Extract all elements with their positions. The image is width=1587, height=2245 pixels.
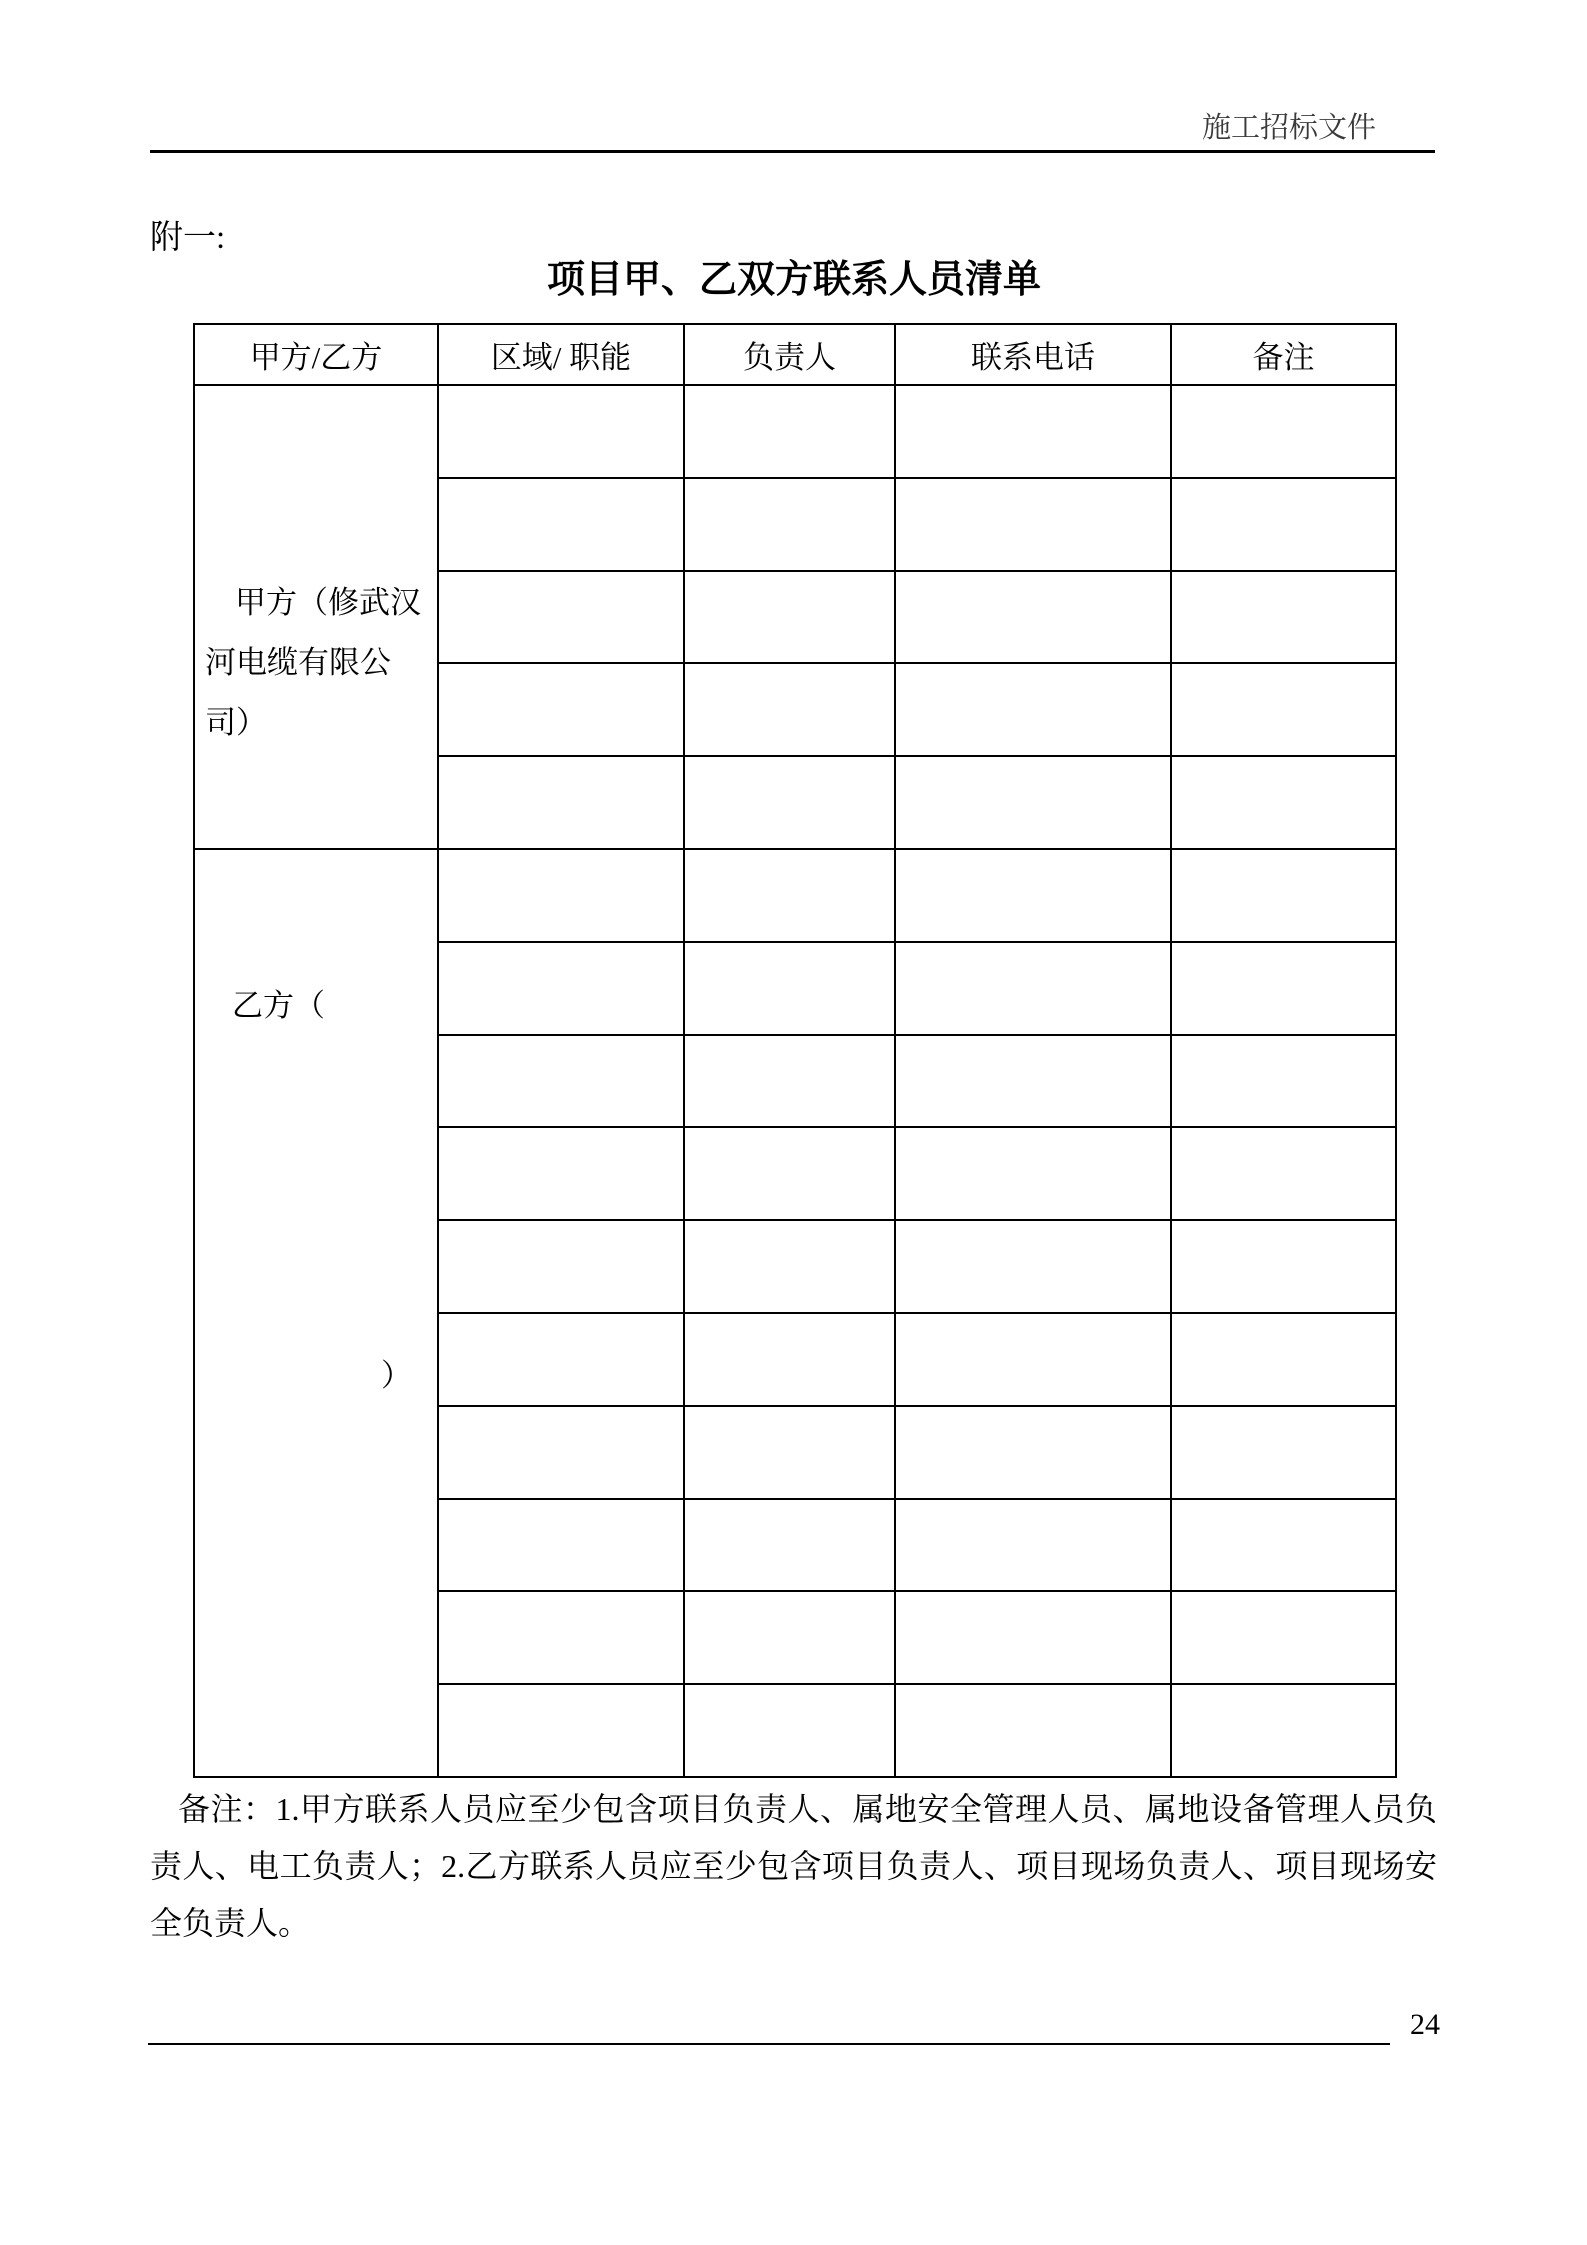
- empty-cell: [438, 1127, 684, 1220]
- empty-cell: [438, 1313, 684, 1406]
- empty-cell: [684, 1313, 895, 1406]
- party-a-label-cell: [194, 385, 438, 849]
- empty-cell: [895, 571, 1171, 664]
- empty-cell: [1171, 1035, 1396, 1128]
- empty-cell: [895, 1220, 1171, 1313]
- empty-cell: [684, 1035, 895, 1128]
- footer-rule: [148, 2043, 1390, 2045]
- empty-cell: [895, 1499, 1171, 1592]
- col-header-phone: 联系电话: [895, 324, 1171, 385]
- empty-cell: [684, 1684, 895, 1777]
- empty-cell: [438, 385, 684, 478]
- empty-cell: [895, 1591, 1171, 1684]
- empty-cell: [895, 756, 1171, 849]
- contact-table: [193, 323, 1397, 1778]
- col-header-party: 甲方/乙方: [194, 324, 438, 385]
- empty-cell: [684, 663, 895, 756]
- table-header-row: [194, 324, 1396, 385]
- col-header-remark: 备注: [1171, 324, 1396, 385]
- empty-cell: [1171, 1684, 1396, 1777]
- empty-cell: [895, 1313, 1171, 1406]
- empty-cell: [684, 849, 895, 942]
- empty-cell: [684, 1406, 895, 1499]
- party-a-line: 河电缆有限公: [205, 645, 391, 680]
- party-b-open-label: 乙方（: [232, 987, 325, 1023]
- empty-cell: [1171, 1499, 1396, 1592]
- empty-cell: [684, 478, 895, 571]
- empty-cell: [1171, 1220, 1396, 1313]
- empty-cell: [895, 1406, 1171, 1499]
- party-a-line: 甲方（修武汉: [235, 585, 421, 620]
- empty-cell: [438, 942, 684, 1035]
- empty-cell: [438, 571, 684, 664]
- party-a-line: 司）: [205, 705, 267, 740]
- empty-cell: [895, 1035, 1171, 1128]
- empty-cell: [1171, 1313, 1396, 1406]
- empty-cell: [1171, 942, 1396, 1035]
- empty-cell: [438, 478, 684, 571]
- table-row: [194, 849, 1396, 942]
- empty-cell: [1171, 385, 1396, 478]
- empty-cell: [438, 1035, 684, 1128]
- col-header-person: 负责人: [684, 324, 895, 385]
- page-header-title: 施工招标文件: [1202, 112, 1377, 144]
- empty-cell: [1171, 478, 1396, 571]
- note-text: 备注：1.甲方联系人员应至少包含项目负责人、属地安全管理人员、属地设备管理人员负责人、电工负责人；2.乙方联系人员应至少包含项目负责人、项目现场负责人、项目现场安全负责人。: [150, 1791, 1437, 1941]
- empty-cell: [1171, 849, 1396, 942]
- empty-cell: [438, 1499, 684, 1592]
- empty-cell: [895, 478, 1171, 571]
- empty-cell: [684, 1127, 895, 1220]
- empty-cell: [684, 1220, 895, 1313]
- empty-cell: [438, 663, 684, 756]
- empty-cell: [1171, 571, 1396, 664]
- empty-cell: [895, 1127, 1171, 1220]
- empty-cell: [1171, 1127, 1396, 1220]
- empty-cell: [438, 756, 684, 849]
- empty-cell: [1171, 756, 1396, 849]
- empty-cell: [684, 942, 895, 1035]
- empty-cell: [684, 756, 895, 849]
- empty-cell: [895, 849, 1171, 942]
- empty-cell: [1171, 1591, 1396, 1684]
- empty-cell: [438, 1220, 684, 1313]
- empty-cell: [438, 849, 684, 942]
- empty-cell: [684, 1591, 895, 1684]
- empty-cell: [895, 385, 1171, 478]
- empty-cell: [684, 385, 895, 478]
- empty-cell: [1171, 1406, 1396, 1499]
- party-a-label: [195, 386, 437, 753]
- table-title: 项目甲、乙双方联系人员清单: [546, 259, 1041, 301]
- empty-cell: [895, 663, 1171, 756]
- empty-cell: [895, 942, 1171, 1035]
- table-row: [194, 385, 1396, 478]
- empty-cell: [895, 1684, 1171, 1777]
- empty-cell: [684, 571, 895, 664]
- col-header-region: 区域/ 职能: [438, 324, 684, 385]
- attachment-label: 附一:: [150, 220, 226, 256]
- empty-cell: [684, 1499, 895, 1592]
- page-number: 24: [1410, 2008, 1440, 2041]
- party-b-label-cell: [194, 849, 438, 1777]
- header-rule: [150, 150, 1435, 153]
- party-b-close-paren: ）: [381, 1357, 412, 1393]
- empty-cell: [438, 1406, 684, 1499]
- empty-cell: [1171, 663, 1396, 756]
- empty-cell: [438, 1591, 684, 1684]
- empty-cell: [438, 1684, 684, 1777]
